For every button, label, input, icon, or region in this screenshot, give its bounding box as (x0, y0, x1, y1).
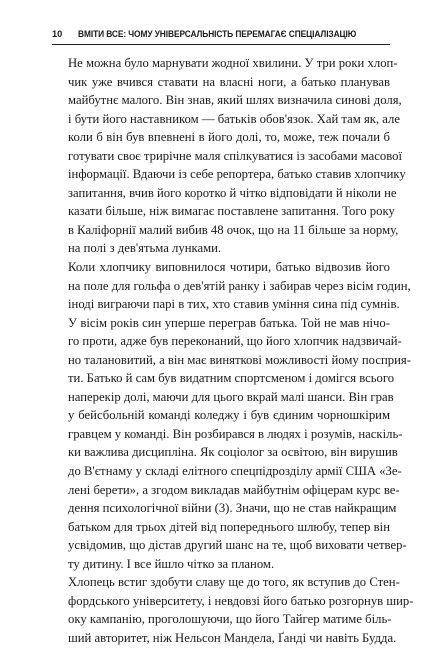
text-line: батьком для трьох дітей від попереднього шлюбу, тепер він (68, 519, 390, 534)
header-divider (52, 44, 390, 45)
text-line: казати більше, ніж вимагає поставлене запитання. Того року (68, 204, 395, 219)
text-line: ти. Батько й сам був видатним спортсменом і домігся всього (68, 371, 395, 386)
text-line: гравцем у команді. Він розбирався в людях і розумів, наскіль- (68, 426, 403, 441)
text-line: ки важлива дисципліна. Як соціолог за освітою, він вирушив (68, 445, 398, 460)
text-line: усвідомив, що дістав другий шанс на те, щоб виховати четвер- (68, 538, 407, 553)
text-line: до В'єтнаму у складі елітного спецпідрозділу армії США «Зе- (68, 464, 402, 479)
text-line: коли б він був впевнені в його долі, то, може, теж почали б (68, 130, 390, 145)
text-line: у бейсбольній команді коледжу і був єдиним чорношкірим (68, 408, 390, 423)
text-line: Хлопець встиг здобути славу ще до того, як вступив до Стен- (68, 575, 400, 590)
text-line: готувати своє трирічне маля спілкуватися із засобами масової (68, 148, 403, 163)
text-line: на поле для гольфа о дев'ятій ранку і забирав через вісім годин, (68, 278, 411, 293)
paragraph (52, 54, 406, 258)
text-line: запитання, вчив його коротко й чітко відповідати й ніколи не (68, 185, 397, 200)
text-line: іноді виграючи парі в тих, хто ставив уміння сина під сумнів. (68, 297, 400, 312)
paragraph (52, 314, 411, 574)
text-line: лені берети», а згодом викладав майбутнім офіцерам курс ве- (68, 482, 400, 497)
text-line: ший авторитет, ніж Нельсон Мандела, Ґанді чи навіть Будда. (68, 630, 397, 645)
paragraph (52, 573, 414, 647)
text-line: фордського університету, і невдовзі його батько розгорнув шир- (68, 593, 414, 608)
running-header (52, 27, 390, 41)
text-line: чик уже вчився ставати на власні ноги, а батько планував (68, 74, 390, 89)
text-line: го проти, адже був переконаний, що його хлопчик надзвичай- (68, 334, 402, 349)
text-line: Коли хлопчику виповнилося чотири, батько відвозив його (68, 260, 390, 275)
text-line: майбутнє малого. Він знав, який шлях визначила синові доля, (68, 93, 402, 108)
text-line: ту дитину. І все йшло чітко за планом. (68, 556, 275, 571)
text-line: і бути його наставником — батьків обов'язок. Хай там як, але (68, 111, 401, 126)
text-line: но талановитий, а він має виняткові можливості йому посприя- (68, 352, 411, 367)
paragraph (52, 258, 411, 314)
text-line: в Каліфорнії малий вибив 48 очок, що на 11 більше за норму, (68, 222, 399, 237)
text-line: дення психологічної війни (3). Значи, що не став найкращим (68, 501, 397, 516)
text-line: наперекір долі, маючи для цього вкрай малі шанси. Він грав (68, 389, 394, 404)
text-line: інформації. Вдаючи із себе репортера, батько ставив хлопчику (68, 167, 406, 182)
text-line: Не можна було марнувати жодної хвилини. У три роки хлоп- (68, 56, 398, 70)
text-line: на полі з дев'ятьма лунками. (68, 241, 222, 256)
running-title: ВМІТИ ВСЕ: ЧОМУ УНІВЕРСАЛЬНІСТЬ ПЕРЕМАГАЄ СПЕЦІАЛІЗАЦІЮ (78, 29, 357, 39)
page-number: 10 (52, 29, 63, 39)
text-line: оку кампанію, проголошуючи, що його Тайгер матиме біль- (68, 612, 392, 627)
text-line: У вісім років син уперше переграв батька. Той не мав нічо- (68, 315, 390, 330)
body-text (52, 54, 414, 648)
